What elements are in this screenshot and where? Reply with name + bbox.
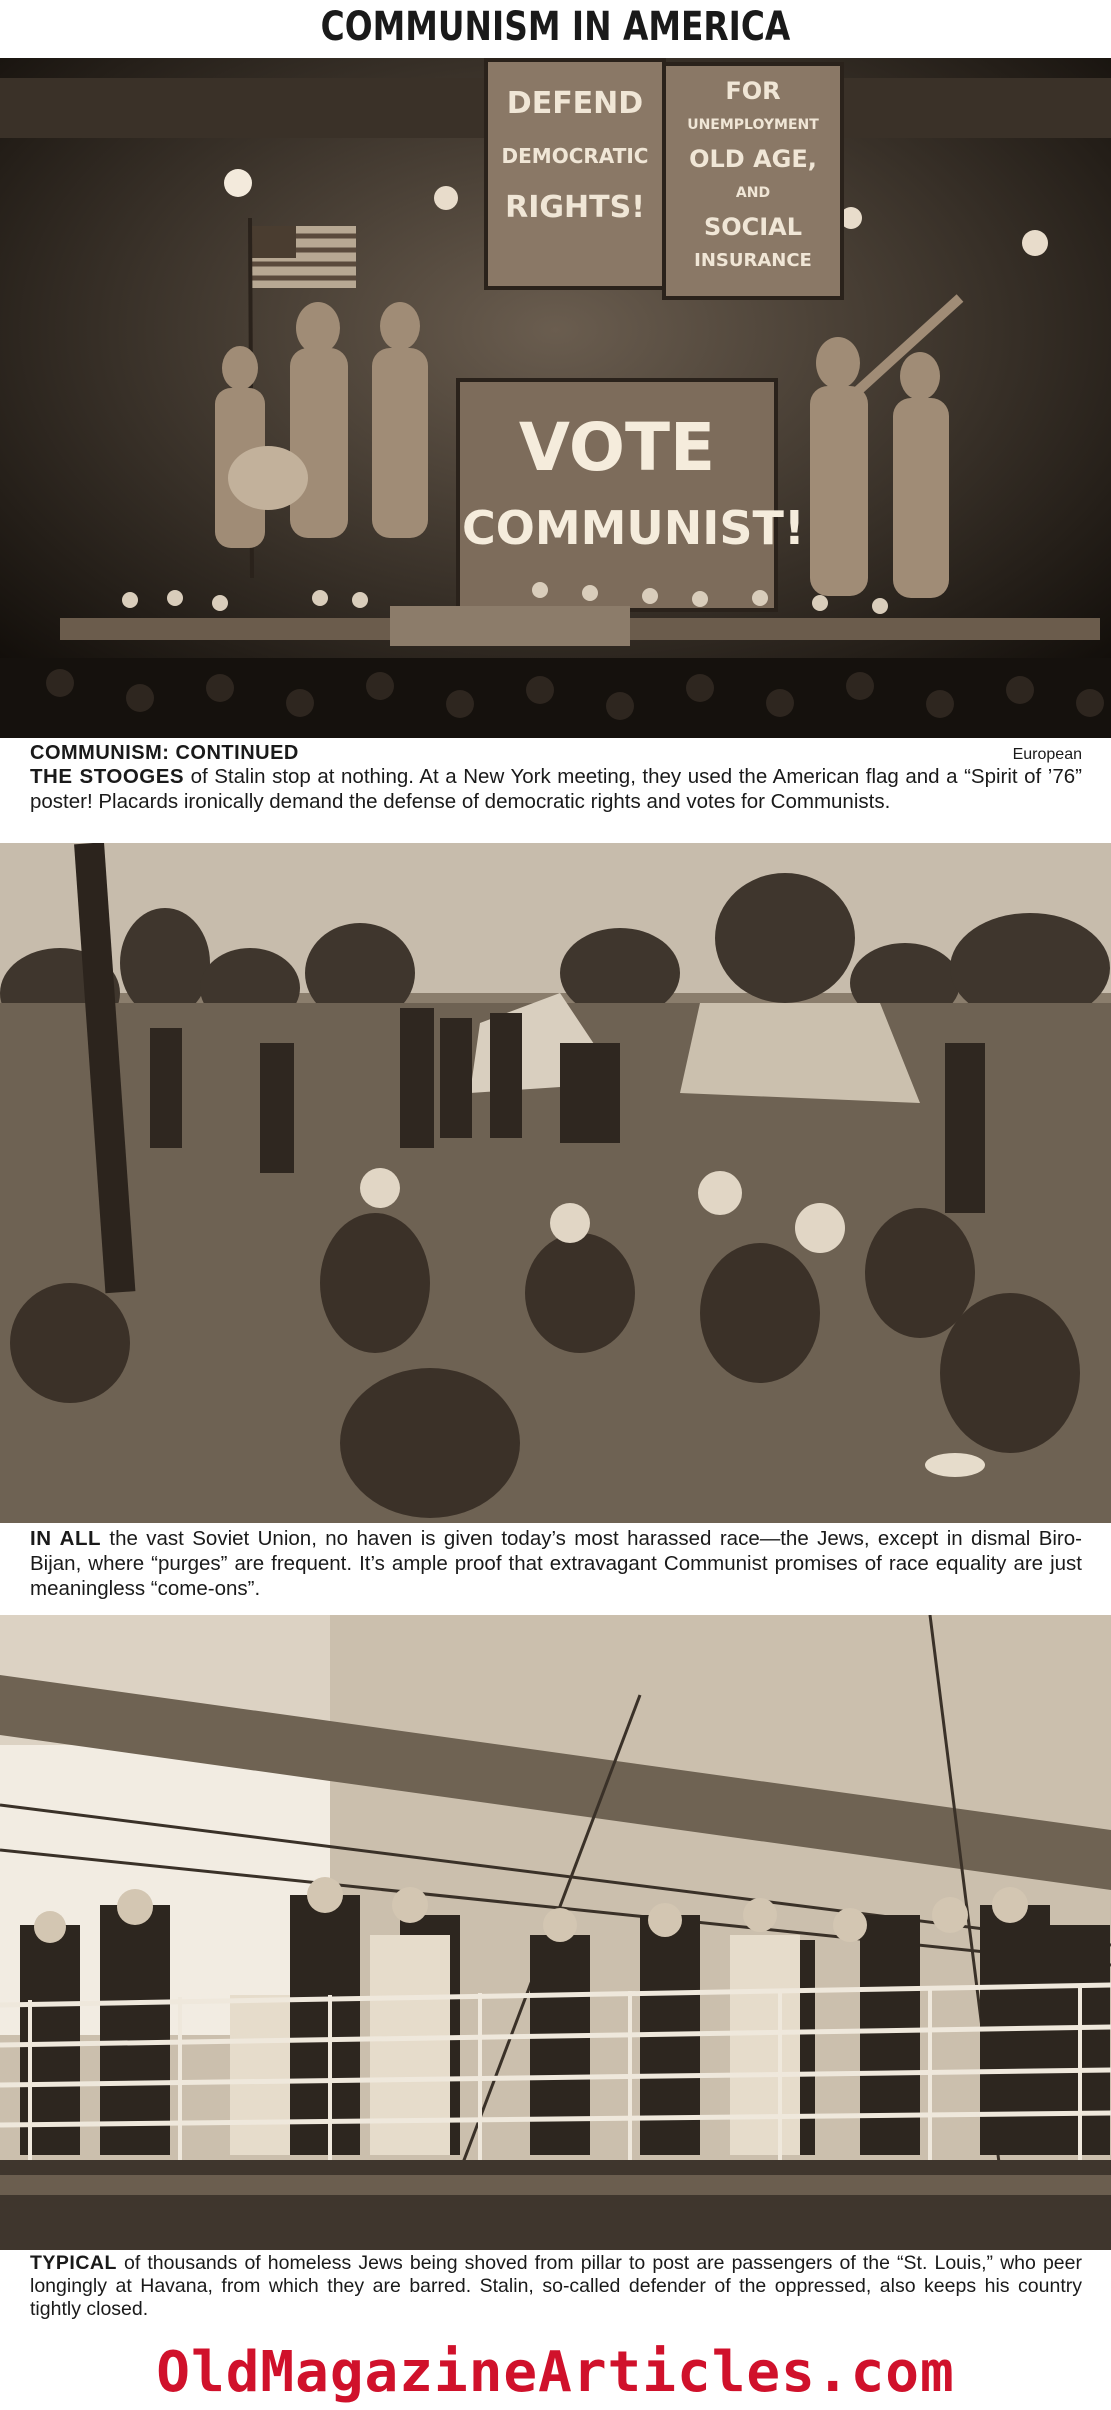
caption-lead: IN ALL: [30, 1527, 101, 1550]
photo-credit: European: [1012, 746, 1082, 763]
banner-old-age-line: UNEMPLOYMENT: [687, 117, 819, 133]
banner-defend-line: RIGHTS!: [505, 190, 645, 225]
banner-old-age-line: SOCIAL: [703, 213, 803, 241]
banner-old-age-line: INSURANCE: [694, 250, 812, 271]
site-watermark: OldMagazineArticles.com: [156, 2340, 955, 2405]
banner-old-age-line: AND: [735, 185, 771, 201]
caption-in-all: [30, 1526, 1082, 1606]
caption-stooges: [30, 740, 1082, 840]
rally-photo: [0, 58, 1111, 738]
caption-body: the vast Soviet Union, no haven is given today’s most harassed race—the Jews, except in dismal Biro-Bijan, where “purges” are frequent. It’s ample proof that extravagant Communist promises of race equality are just meaningless “come-ons”.: [30, 1527, 1082, 1600]
banner-defend-line: DEMOCRATIC: [501, 144, 649, 168]
banner-old-age: [668, 74, 838, 278]
biro-bijan-photo: [0, 843, 1111, 1523]
st-louis-photo: [0, 1615, 1111, 2250]
caption-lead: TYPICAL: [30, 2252, 117, 2274]
page-title: COMMUNISM IN AMERICA: [320, 4, 791, 50]
caption-body: of Stalin stop at nothing. At a New York meeting, they used the American flag and a “Spirit of ’76” poster! Placards ironically demand the defense of democratic rights and votes for Communists.: [30, 765, 1082, 813]
caption-body: of thousands of homeless Jews being shoved from pillar to post are passengers of the “St. Louis,” who peer longingly at Havana, from which they are barred. Stalin, so-called defender of the oppressed, also keeps his country tightly closed.: [30, 2252, 1082, 2320]
banner-old-age-line: FOR: [725, 77, 781, 105]
banner-old-age-line: OLD AGE,: [689, 145, 817, 173]
banner-vote-line: VOTE: [518, 409, 716, 486]
banner-vote-line: COMMUNIST!: [462, 501, 805, 555]
caption-typical: [30, 2252, 1082, 2332]
banner-defend: [490, 78, 660, 234]
banner-vote-communist: [462, 408, 805, 568]
banner-defend-line: DEFEND: [506, 86, 644, 121]
caption-lead: THE STOOGES: [30, 765, 185, 788]
section-label: COMMUNISM: CONTINUED: [30, 742, 299, 764]
